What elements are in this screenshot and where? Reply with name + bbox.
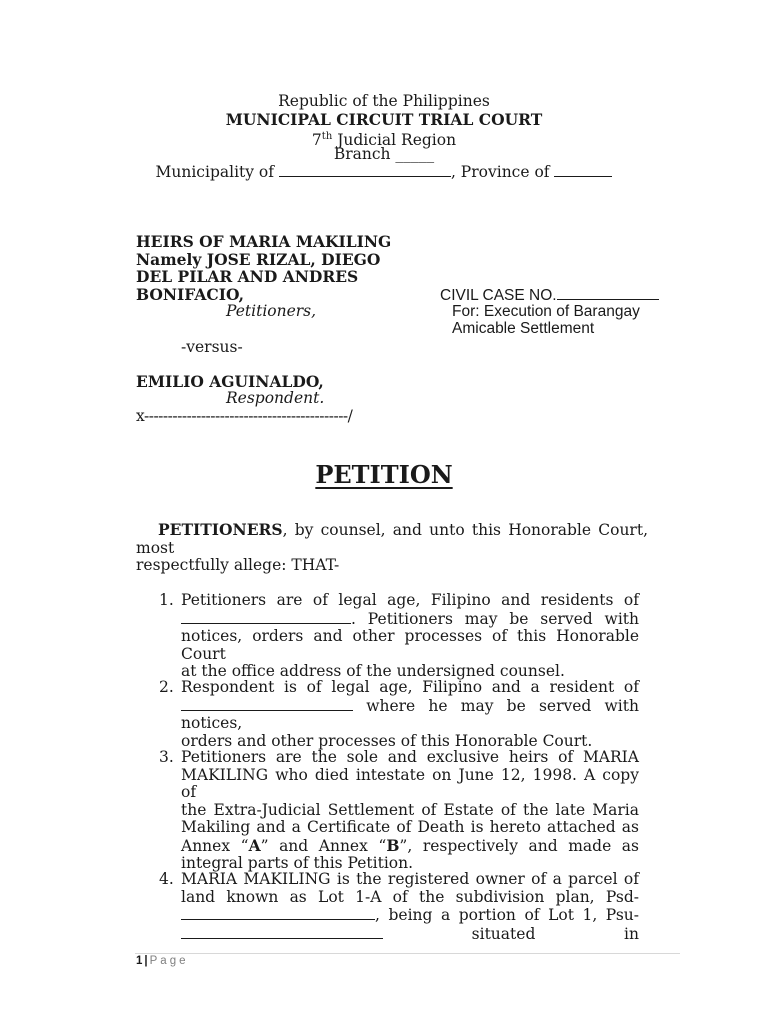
- page-footer: [136, 955, 188, 967]
- page-number: 1: [136, 955, 143, 967]
- document-page: Republic of the Philippines MUNICIPAL CIRCUIT TRIAL COURT 7th Judicial Region Branch _____ Municipality of , Province of HEIRS OF MARIA MAKILING Namely JOSE RIZAL, DIEGO DEL PILAR AND ANDRES BONIFACIO, Petitioners, -versus- EMILIO AGUINALDO, Respondent. x-------------------------------------------/ CIVIL CASE NO. For: Execution of Barangay Amicable Settlement PETITION PETITIONERS, by counsel, and unto this Honorable Court, most respectfully allege: THAT- 1. Petitioners are of legal age, Filipino and residents of . Petitioners may be served with notices, orders and other processes of this Honorable Court at the office address of the undersigned counsel. 2. Respondent is of legal age, Filipino and a resident of where he may be served with notices, orders and other processes of this Honorable Court. 3. Petitioners are the sole and exclusive heirs of MARIA MAKILING who died intestate on June 12, 1998. A copy of the Extra-Judicial Settlement of Estate of the late Maria Makiling and a Certificate of Death is hereto attached as Annex “A” and Annex “B”, respectively and made as integral parts of this Petition. 4. MARIA MAKILING is the registered owner of a parcel of land known as Lot 1-A of the subdivision plan, Psd- , being a portion of Lot 1, Psu- situated in 1 | Page: [0, 0, 768, 1024]
- court-name: MUNICIPAL CIRCUIT TRIAL COURT: [225, 110, 543, 129]
- annex-b-label: B: [386, 835, 400, 855]
- municipality-blank: [279, 163, 451, 177]
- intro-lead: PETITIONERS: [158, 520, 283, 539]
- petitioners-role: Petitioners,: [226, 302, 317, 320]
- item-number: 1.: [159, 591, 174, 609]
- intro-paragraph: PETITIONERS, by counsel, and unto this Honorable Court, most respectfully allege: THAT-: [136, 520, 648, 574]
- item-number: 3.: [159, 748, 174, 766]
- republic-line: Republic of the Philippines: [278, 92, 490, 110]
- case-subject-line2: Amicable Settlement: [452, 320, 595, 337]
- region-ordinal: th: [321, 131, 333, 142]
- region-number: 7: [311, 131, 322, 150]
- province-blank: [554, 163, 612, 177]
- versus-label: -versus-: [181, 338, 243, 356]
- page-word: Page: [149, 955, 189, 967]
- region-label: Judicial Region: [332, 131, 457, 150]
- province-label: , Province of: [450, 163, 550, 181]
- page-separator: |: [144, 955, 148, 967]
- annex-a-label: A: [248, 835, 261, 855]
- respondent-role: Respondent.: [226, 389, 325, 407]
- item-number: 4.: [159, 870, 174, 888]
- municipality-line: [0, 163, 768, 182]
- petition-title: PETITION: [315, 460, 453, 489]
- case-subject-line1: For: Execution of Barangay: [452, 303, 640, 320]
- respondent-name: EMILIO AGUINALDO,: [136, 372, 324, 391]
- municipality-label: Municipality of: [155, 163, 275, 181]
- branch-line: Branch _____: [333, 145, 435, 163]
- footer-rule: [135, 953, 680, 954]
- case-number: [440, 286, 659, 305]
- case-number-blank: [557, 286, 659, 300]
- case-number-label: CIVIL CASE NO.: [440, 287, 557, 304]
- petitioners-names: HEIRS OF MARIA MAKILING Namely JOSE RIZAL, DIEGO DEL PILAR AND ANDRES BONIFACIO,: [136, 232, 392, 304]
- item-number: 2.: [159, 678, 174, 696]
- caption-separator: x-------------------------------------------/: [136, 407, 353, 425]
